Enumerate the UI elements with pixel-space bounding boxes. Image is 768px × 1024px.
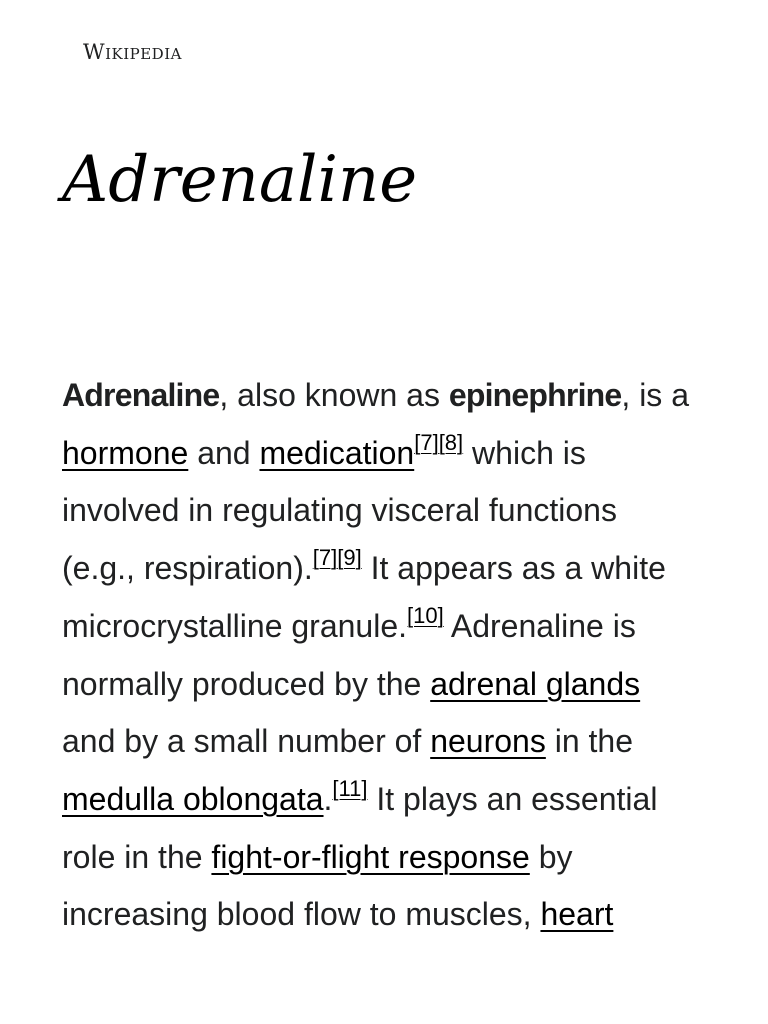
paragraph-line bbox=[62, 482, 722, 540]
link-heart[interactable]: heart bbox=[540, 896, 614, 933]
link-adrenal-glands[interactable]: adrenal glands bbox=[430, 665, 641, 702]
text-run: by bbox=[529, 838, 573, 875]
text-run: which is bbox=[463, 434, 586, 471]
text-run: involved in regulating visceral functions bbox=[62, 492, 617, 529]
page-title: Adrenaline bbox=[62, 143, 418, 217]
text-run: and bbox=[188, 434, 260, 471]
link-neurons[interactable]: neurons bbox=[430, 723, 546, 760]
text-run: normally produced by the bbox=[62, 665, 431, 702]
citation-ref-9[interactable]: [9] bbox=[337, 545, 362, 571]
citation-group bbox=[313, 545, 362, 570]
text-run: (e.g., respiration). bbox=[62, 550, 313, 587]
paragraph-line bbox=[62, 598, 722, 656]
paragraph-line bbox=[62, 656, 722, 714]
paragraph-line bbox=[62, 713, 722, 771]
citation-ref-8[interactable]: [8] bbox=[438, 429, 464, 455]
text-run: , is a bbox=[621, 377, 689, 413]
paragraph-line bbox=[62, 886, 722, 944]
text-run: role in the bbox=[62, 838, 212, 875]
text-run: . bbox=[323, 780, 333, 817]
text-run: in the bbox=[545, 723, 633, 760]
text-run: It appears as a white bbox=[361, 550, 666, 587]
text-run: It plays an essential bbox=[367, 780, 658, 817]
wikipedia-wordmark[interactable]: Wikipedia bbox=[83, 40, 182, 64]
paragraph-line bbox=[62, 367, 722, 425]
article-intro-paragraph bbox=[62, 367, 722, 944]
paragraph-line bbox=[62, 540, 722, 598]
text-run: Adrenaline is bbox=[443, 607, 636, 644]
citation-ref-10[interactable]: [10] bbox=[407, 602, 444, 628]
citation-group bbox=[407, 603, 444, 628]
text-run: , also known as bbox=[219, 377, 449, 413]
link-medulla-oblongata[interactable]: medulla oblongata bbox=[62, 780, 324, 817]
citation-group bbox=[414, 430, 463, 455]
paragraph-line bbox=[62, 425, 722, 483]
citation-ref-7[interactable]: [7] bbox=[312, 545, 338, 571]
bold-term-epinephrine: epinephrine bbox=[448, 377, 622, 413]
citation-group bbox=[332, 776, 367, 801]
link-hormone[interactable]: hormone bbox=[62, 434, 189, 471]
citation-ref-7[interactable]: [7] bbox=[414, 429, 439, 455]
text-run: increasing blood flow to muscles, bbox=[62, 896, 541, 933]
text-run: and by a small number of bbox=[62, 723, 431, 760]
link-medication[interactable]: medication bbox=[259, 434, 415, 471]
text-run: microcrystalline granule. bbox=[62, 607, 408, 644]
citation-ref-11[interactable]: [11] bbox=[332, 775, 368, 801]
paragraph-line bbox=[62, 771, 722, 829]
link-fight-or-flight-response[interactable]: fight-or-flight response bbox=[211, 838, 530, 875]
paragraph-line bbox=[62, 829, 722, 887]
bold-term-adrenaline: Adrenaline bbox=[62, 377, 220, 413]
